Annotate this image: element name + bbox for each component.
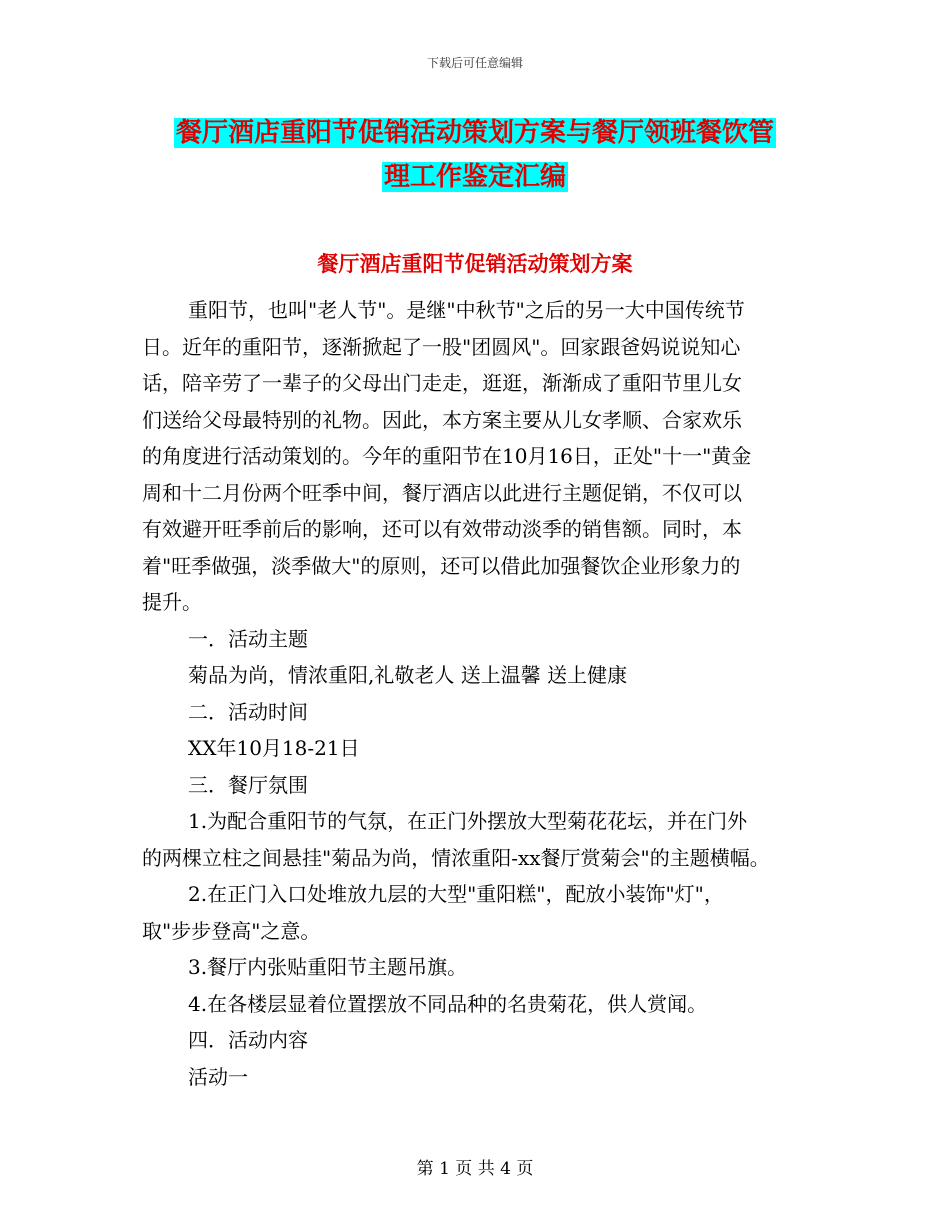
intro-line: 重阳节，也叫"老人节"。是继"中秋节"之后的另一大中国传统节: [188, 298, 745, 322]
atmosphere-item-3: 3.餐厅内张贴重阳节主题吊旗。: [188, 955, 468, 979]
heading-atmosphere: 三．餐厅氛围: [188, 772, 308, 797]
atmosphere-item-1: [142, 803, 822, 876]
intro-line: 提升。: [142, 590, 202, 614]
atmosphere-item-4: 4.在各楼层显着位置摆放不同品种的名贵菊花，供人赏闻。: [188, 991, 708, 1016]
activity-time-text: XX年10月18-21日: [188, 736, 360, 760]
activity-theme-text: 菊品为尚，情浓重阳,礼敬老人 送上温馨 送上健康: [188, 663, 628, 687]
heading-activity-theme: 一．活动主题: [188, 626, 308, 651]
atmosphere-item-2: [142, 876, 822, 949]
main-title-line2: [0, 156, 950, 193]
intro-line: 的角度进行活动策划的。今年的重阳节在10月16日，正处"十一"黄金: [142, 444, 752, 468]
document-body: [142, 292, 822, 1095]
activity-one-label: 活动一: [188, 1064, 248, 1089]
intro-line: 日。近年的重阳节，逐渐掀起了一股"团圆风"。回家跟爸妈说说知心: [142, 334, 741, 359]
header-note: 下载后可任意编辑: [426, 56, 523, 70]
atmosphere-1-line: 的两棵立柱之间悬挂"菊品为尚，情浓重阳-xx餐厅赏菊会"的主题横幅。: [142, 845, 770, 870]
intro-line: 着"旺季做强，淡季做大"的原则，还可以借此加强餐饮企业形象力的: [142, 553, 741, 578]
heading-activity-time: 二．活动时间: [188, 699, 308, 724]
main-title-line1: [0, 112, 950, 149]
atmosphere-1-line: 1.为配合重阳节的气氛，在正门外摆放大型菊花花坛，并在门外: [188, 809, 748, 833]
intro-line: 们送给父母最特别的礼物。因此，本方案主要从儿女孝顺、合家欢乐: [142, 407, 742, 432]
intro-line: 有效避开旺季前后的影响，还可以有效带动淡季的销售额。同时，本: [142, 517, 742, 541]
main-title-line2-text: 理工作鉴定汇编: [383, 162, 566, 192]
atmosphere-2-line: 取"步步登高"之意。: [142, 918, 321, 943]
intro-paragraph: [142, 292, 822, 621]
main-title-line1-text: 餐厅酒店重阳节促销活动策划方案与餐厅领班餐饮管: [175, 118, 774, 148]
heading-activity-content: 四．活动内容: [188, 1028, 308, 1052]
intro-line: 话，陪辛劳了一辈子的父母出门走走，逛逛，渐渐成了重阳节里儿女: [142, 371, 742, 395]
intro-line: 周和十二月份两个旺季中间，餐厅酒店以此进行主题促销，不仅可以: [142, 480, 742, 505]
page-footer: 第 1 页 共 4 页: [416, 1159, 534, 1179]
atmosphere-2-line: 2.在正门入口处堆放九层的大型"重阳糕"，配放小装饰"灯"，: [188, 882, 724, 906]
section-title: 餐厅酒店重阳节促销活动策划方案: [317, 251, 633, 276]
